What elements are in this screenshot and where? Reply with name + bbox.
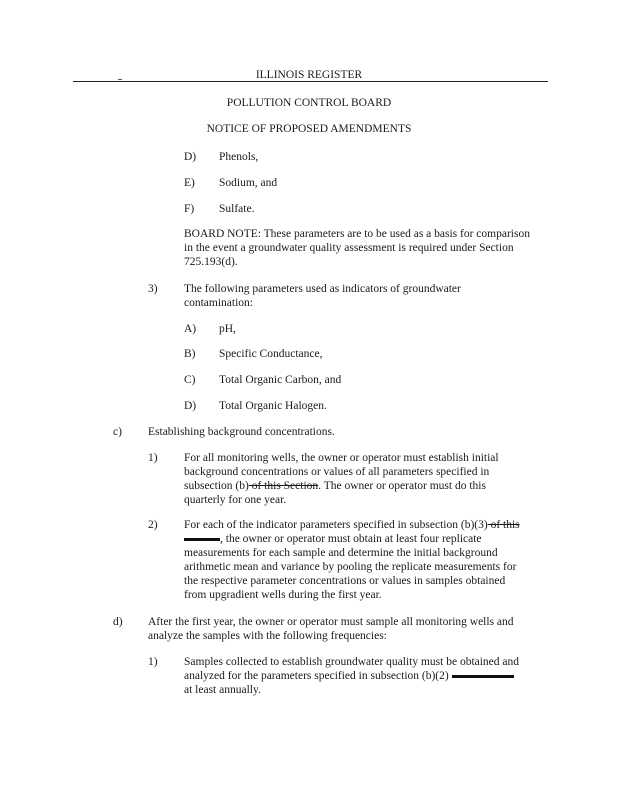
list-b-text-b: Specific Conductance, <box>219 348 323 360</box>
list-b-text-a: pH, <box>219 323 236 335</box>
list-a-text-f: Sulfate. <box>219 203 255 215</box>
section-c-label: c) <box>113 426 122 438</box>
board-note: BOARD NOTE: These parameters are to be used as a basis for comparison in the event a groundwater quality assessment is required under Section 725.193(d). <box>184 228 530 268</box>
list-a-label-f: F) <box>184 203 195 215</box>
board-title: POLLUTION CONTROL BOARD <box>226 97 392 109</box>
subsection-reference: analyzed for the parameters specified in subsection (b)(2) <box>184 670 449 682</box>
section-d-item-1-line-1: Samples collected to establish groundwater quality must be obtained and <box>184 656 520 668</box>
list-a-label-d: D) <box>184 151 197 163</box>
list-a-text-e: Sodium, and <box>219 177 278 189</box>
section-d-item-1-line-2 <box>184 669 554 683</box>
sentence-continuation: , the owner or operator must obtain at least four replicate <box>220 533 482 545</box>
list-b-label-a: A) <box>184 323 197 335</box>
section-c-item-1-line-3 <box>184 479 544 493</box>
list-b-text-c: Total Organic Carbon, and <box>219 374 342 386</box>
section-d-label: d) <box>113 616 123 628</box>
section-d-item-1-label: 1) <box>148 656 158 668</box>
redaction-mark <box>184 538 220 541</box>
section-d-text <box>148 615 558 643</box>
section-c-item-2-label: 2) <box>148 519 158 531</box>
section-c-item-2-line-5: the respective parameter concentrations or values in samples obtained <box>184 575 506 587</box>
section-d-item-1-line-3: at least annually. <box>184 684 261 696</box>
subsection-reference: subsection (b) <box>184 480 249 492</box>
item-3-text: The following parameters used as indicators of groundwater contamination: <box>184 283 461 309</box>
section-c-item-1-line-2: background concentrations or values of all parameters specified in <box>184 466 490 478</box>
section-c-item-1-line-4: quarterly for one year. <box>184 494 287 506</box>
section-c-item-2-line-2 <box>184 532 554 546</box>
list-a-label-e: E) <box>184 177 195 189</box>
section-d-item-1-text <box>184 655 554 697</box>
redaction-mark <box>452 675 514 678</box>
header-tick-mark <box>118 79 122 80</box>
section-c-item-1-text <box>184 451 544 507</box>
list-a-text-d: Phenols, <box>219 151 259 163</box>
section-c-item-1-line-1: For all monitoring wells, the owner or operator must establish initial <box>184 452 499 464</box>
header-rule <box>73 81 548 82</box>
list-b-text-d: Total Organic Halogen. <box>219 400 327 412</box>
list-b-label-c: C) <box>184 374 196 386</box>
notice-title: NOTICE OF PROPOSED AMENDMENTS <box>206 123 412 135</box>
section-c-heading: Establishing background concentrations. <box>148 426 335 438</box>
list-b-label-d: D) <box>184 400 197 412</box>
sentence-continuation: . The owner or operator must do this <box>318 480 486 492</box>
section-c-item-2-text <box>184 518 554 602</box>
section-d-line-2: analyze the samples with the following frequencies: <box>148 630 387 642</box>
section-c-item-2-line-1 <box>184 518 554 532</box>
section-c-item-1-label: 1) <box>148 452 158 464</box>
item-3-label: 3) <box>148 283 158 295</box>
section-d-line-1: After the first year, the owner or operator must sample all monitoring wells and <box>148 616 514 628</box>
subsection-reference: For each of the indicator parameters specified in subsection (b)(3) <box>184 519 488 531</box>
struck-text: of this <box>487 519 520 531</box>
struck-text: of this Section <box>248 480 319 492</box>
register-title: ILLINOIS REGISTER <box>255 69 363 81</box>
section-c-item-2-line-4: arithmetic mean and variance by pooling the replicate measurements for <box>184 561 517 573</box>
list-b-label-b: B) <box>184 348 196 360</box>
section-c-item-2-line-6: from upgradient wells during the first year. <box>184 589 382 601</box>
section-c-item-2-line-3: measurements for each sample and determine the initial background <box>184 547 498 559</box>
